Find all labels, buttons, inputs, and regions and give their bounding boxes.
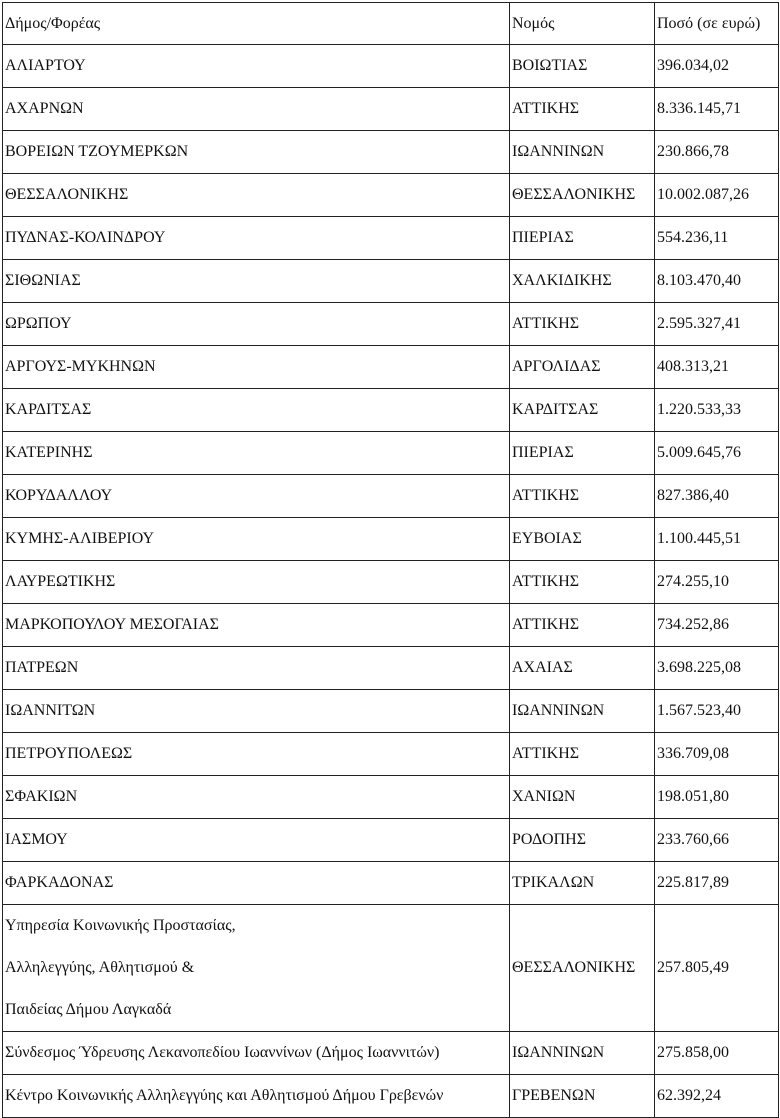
cell-municipality bbox=[3, 776, 510, 819]
municipality-text: ΚΥΜΗΣ-ΑΛΙΒΕΡΙΟΥ bbox=[5, 530, 154, 547]
cell-municipality bbox=[3, 432, 510, 475]
cell-amount: 2.595.327,41 bbox=[655, 303, 779, 346]
table-row bbox=[3, 733, 779, 776]
cell-prefecture: ΑΤΤΙΚΗΣ bbox=[510, 475, 655, 518]
municipality-text: ΑΧΑΡΝΩΝ bbox=[5, 100, 84, 117]
cell-prefecture: ΓΡΕΒΕΝΩΝ bbox=[510, 1075, 655, 1118]
cell-amount: 8.336.145,71 bbox=[655, 88, 779, 131]
cell-prefecture: ΠΙΕΡΙΑΣ bbox=[510, 217, 655, 260]
cell-prefecture: ΑΧΑΙΑΣ bbox=[510, 647, 655, 690]
cell-prefecture: ΙΩΑΝΝΙΝΩΝ bbox=[510, 1032, 655, 1075]
municipality-text: ΚΟΡΥΔΑΛΛΟΥ bbox=[5, 487, 113, 504]
allocation-table bbox=[2, 2, 779, 1118]
municipality-text: Υπηρεσία Κοινωνικής Προστασίας, bbox=[5, 917, 236, 934]
cell-prefecture: ΑΡΓΟΛΙΔΑΣ bbox=[510, 346, 655, 389]
cell-amount: 198.051,80 bbox=[655, 776, 779, 819]
cell-amount: 10.002.087,26 bbox=[655, 174, 779, 217]
cell-amount: 336.709,08 bbox=[655, 733, 779, 776]
cell-amount: 230.866,78 bbox=[655, 131, 779, 174]
municipality-text: ΣΙΘΩΝΙΑΣ bbox=[5, 272, 81, 289]
cell-prefecture: ΑΤΤΙΚΗΣ bbox=[510, 88, 655, 131]
cell-prefecture: ΑΤΤΙΚΗΣ bbox=[510, 733, 655, 776]
cell-municipality bbox=[3, 690, 510, 733]
table-row bbox=[3, 776, 779, 819]
cell-prefecture: ΑΤΤΙΚΗΣ bbox=[510, 303, 655, 346]
table-row bbox=[3, 432, 779, 475]
cell-municipality bbox=[3, 346, 510, 389]
municipality-text: Κέντρο Κοινωνικής Αλληλεγγύης και Αθλητισμού Δήμου Γρεβενών bbox=[5, 1087, 444, 1104]
cell-municipality bbox=[3, 45, 510, 88]
cell-municipality bbox=[3, 303, 510, 346]
header-amount: Ποσό (σε ευρώ) bbox=[655, 3, 779, 45]
municipality-text: Σύνδεσμος Ύδρευσης Λεκανοπεδίου Ιωαννίνων (Δήμος Ιωαννιτών) bbox=[5, 1044, 440, 1061]
municipality-text: ΚΑΤΕΡΙΝΗΣ bbox=[5, 444, 93, 461]
table-row bbox=[3, 346, 779, 389]
cell-prefecture: ΤΡΙΚΑΛΩΝ bbox=[510, 862, 655, 905]
municipality-text: ΦΑΡΚΑΔΟΝΑΣ bbox=[5, 874, 114, 891]
municipality-text: ΙΑΣΜΟΥ bbox=[5, 831, 68, 848]
cell-prefecture: ΡΟΔΟΠΗΣ bbox=[510, 819, 655, 862]
municipality-text: ΣΦΑΚΙΩΝ bbox=[5, 788, 78, 805]
table-row bbox=[3, 174, 779, 217]
header-prefecture: Νομός bbox=[510, 3, 655, 45]
cell-municipality bbox=[3, 819, 510, 862]
cell-municipality bbox=[3, 862, 510, 905]
municipality-text: ΘΕΣΣΑΛΟΝΙΚΗΣ bbox=[5, 186, 129, 203]
cell-amount: 275.858,00 bbox=[655, 1032, 779, 1075]
cell-prefecture: ΒΟΙΩΤΙΑΣ bbox=[510, 45, 655, 88]
table-body bbox=[3, 45, 779, 1118]
cell-municipality bbox=[3, 1075, 510, 1118]
municipality-text: ΠΑΤΡΕΩΝ bbox=[5, 659, 79, 676]
municipality-text: ΑΛΙΑΡΤΟΥ bbox=[5, 57, 86, 74]
municipality-text: Αλληλεγγύης, Αθλητισμού & bbox=[5, 959, 195, 976]
municipality-text: ΠΕΤΡΟΥΠΟΛΕΩΣ bbox=[5, 745, 133, 762]
table-row bbox=[3, 45, 779, 88]
cell-municipality bbox=[3, 217, 510, 260]
cell-prefecture: ΠΙΕΡΙΑΣ bbox=[510, 432, 655, 475]
cell-amount: 734.252,86 bbox=[655, 604, 779, 647]
cell-amount: 225.817,89 bbox=[655, 862, 779, 905]
cell-amount: 1.100.445,51 bbox=[655, 518, 779, 561]
cell-prefecture: ΕΥΒΟΙΑΣ bbox=[510, 518, 655, 561]
table-row bbox=[3, 88, 779, 131]
table-row bbox=[3, 303, 779, 346]
cell-municipality bbox=[3, 604, 510, 647]
table-row bbox=[3, 475, 779, 518]
cell-amount: 1.220.533,33 bbox=[655, 389, 779, 432]
cell-amount: 554.236,11 bbox=[655, 217, 779, 260]
cell-municipality bbox=[3, 131, 510, 174]
cell-amount: 257.805,49 bbox=[655, 905, 779, 1032]
cell-prefecture: ΚΑΡΔΙΤΣΑΣ bbox=[510, 389, 655, 432]
cell-municipality bbox=[3, 518, 510, 561]
table-row bbox=[3, 389, 779, 432]
cell-amount: 274.255,10 bbox=[655, 561, 779, 604]
cell-municipality bbox=[3, 1032, 510, 1075]
cell-prefecture: ΘΕΣΣΑΛΟΝΙΚΗΣ bbox=[510, 174, 655, 217]
municipality-text: ΛΑΥΡΕΩΤΙΚΗΣ bbox=[5, 573, 116, 590]
cell-municipality bbox=[3, 88, 510, 131]
cell-amount: 233.760,66 bbox=[655, 819, 779, 862]
cell-prefecture: ΧΑΝΙΩΝ bbox=[510, 776, 655, 819]
municipality-text: ΑΡΓΟΥΣ-ΜΥΚΗΝΩΝ bbox=[5, 358, 156, 375]
cell-municipality bbox=[3, 475, 510, 518]
header-municipality: Δήμος/Φορέας bbox=[3, 3, 510, 45]
cell-prefecture: ΘΕΣΣΑΛΟΝΙΚΗΣ bbox=[510, 905, 655, 1032]
cell-amount: 5.009.645,76 bbox=[655, 432, 779, 475]
table-row bbox=[3, 561, 779, 604]
cell-municipality bbox=[3, 389, 510, 432]
cell-municipality bbox=[3, 561, 510, 604]
table-row bbox=[3, 905, 779, 1032]
municipality-text: ΒΟΡΕΙΩΝ ΤΖΟΥΜΕΡΚΩΝ bbox=[5, 143, 189, 160]
cell-municipality bbox=[3, 647, 510, 690]
cell-prefecture: ΧΑΛΚΙΔΙΚΗΣ bbox=[510, 260, 655, 303]
cell-amount: 1.567.523,40 bbox=[655, 690, 779, 733]
table-row bbox=[3, 518, 779, 561]
cell-prefecture: ΙΩΑΝΝΙΝΩΝ bbox=[510, 690, 655, 733]
cell-prefecture: ΑΤΤΙΚΗΣ bbox=[510, 561, 655, 604]
cell-prefecture: ΙΩΑΝΝΙΝΩΝ bbox=[510, 131, 655, 174]
municipality-text: Παιδείας Δήμου Λαγκαδά bbox=[5, 1001, 172, 1018]
table-row bbox=[3, 131, 779, 174]
cell-municipality bbox=[3, 174, 510, 217]
cell-municipality bbox=[3, 733, 510, 776]
table-row bbox=[3, 819, 779, 862]
cell-amount: 3.698.225,08 bbox=[655, 647, 779, 690]
cell-amount: 408.313,21 bbox=[655, 346, 779, 389]
municipality-text: ΚΑΡΔΙΤΣΑΣ bbox=[5, 401, 92, 418]
cell-municipality bbox=[3, 260, 510, 303]
table-row bbox=[3, 1075, 779, 1118]
header-row bbox=[3, 3, 779, 45]
table-row bbox=[3, 217, 779, 260]
table-row bbox=[3, 1032, 779, 1075]
cell-amount: 8.103.470,40 bbox=[655, 260, 779, 303]
table-row bbox=[3, 647, 779, 690]
cell-amount: 62.392,24 bbox=[655, 1075, 779, 1118]
cell-amount: 396.034,02 bbox=[655, 45, 779, 88]
municipality-text: ΙΩΑΝΝΙΤΩΝ bbox=[5, 702, 96, 719]
table-row bbox=[3, 862, 779, 905]
table-row bbox=[3, 690, 779, 733]
table-row bbox=[3, 604, 779, 647]
municipality-text: ΠΥΔΝΑΣ-ΚΟΛΙΝΔΡΟΥ bbox=[5, 229, 166, 246]
municipality-text: ΜΑΡΚΟΠΟΥΛΟΥ ΜΕΣΟΓΑΙΑΣ bbox=[5, 616, 219, 633]
cell-amount: 827.386,40 bbox=[655, 475, 779, 518]
cell-municipality bbox=[3, 905, 510, 1032]
cell-prefecture: ΑΤΤΙΚΗΣ bbox=[510, 604, 655, 647]
municipality-text: ΩΡΩΠΟΥ bbox=[5, 315, 72, 332]
table-row bbox=[3, 260, 779, 303]
